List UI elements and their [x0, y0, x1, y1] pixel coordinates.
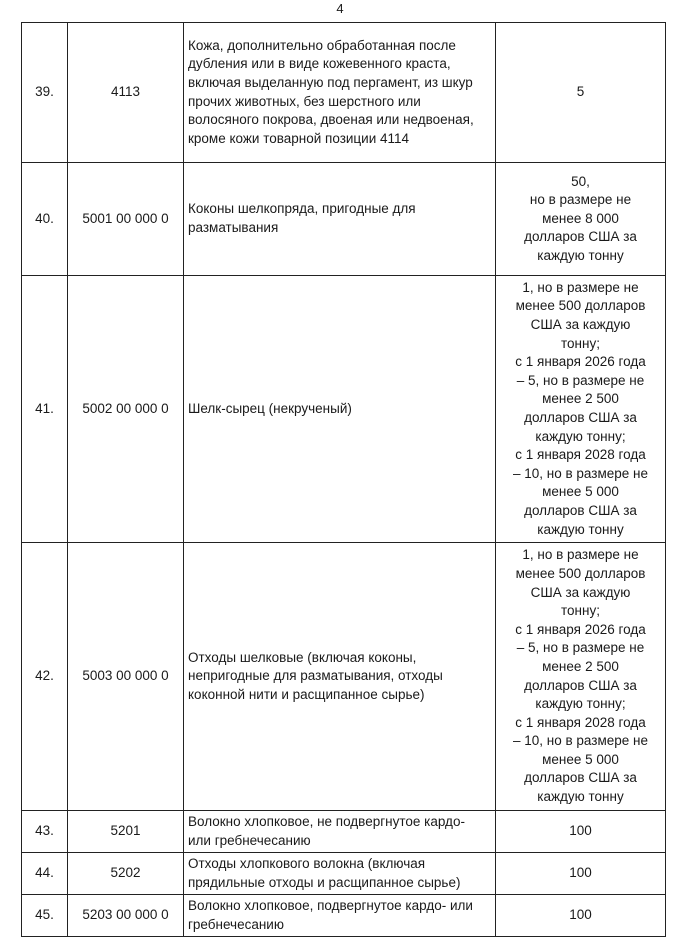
rate-line: с 1 января 2026 года [515, 621, 646, 637]
rate-line: 100 [569, 823, 592, 839]
rate-line: каждую тонну [537, 247, 624, 263]
tnved-code: 5202 [68, 853, 184, 895]
table-row [22, 853, 666, 895]
rate-line: тонну; [561, 335, 600, 351]
goods-description: Волокно хлопковое, не подвергнутое кардо- или гребнечесанию [184, 811, 496, 853]
rate-line: – 5, но в размере не [516, 372, 645, 388]
rate-line: каждую тонну [537, 789, 624, 805]
rate-line: менее 8 000 [542, 210, 619, 226]
duty-rate [496, 853, 666, 895]
row-number: 40. [22, 163, 68, 276]
rate-line: долларов США за [524, 229, 637, 245]
duty-rate [496, 163, 666, 276]
rate-line: с 1 января 2026 года [515, 354, 646, 370]
tnved-code: 5203 00 000 0 [68, 895, 184, 937]
rate-line: долларов США за [524, 502, 637, 518]
rate-line: с 1 января 2028 года [515, 714, 646, 730]
tnved-code: 5001 00 000 0 [68, 163, 184, 276]
rate-line: 5 [576, 84, 585, 100]
rate-line: 100 [569, 865, 592, 881]
duty-rate [496, 23, 666, 163]
row-number: 43. [22, 811, 68, 853]
tnved-code: 5002 00 000 0 [68, 276, 184, 543]
rate-line: долларов США за [524, 677, 637, 693]
duty-rate [496, 811, 666, 853]
rate-line: США за каждую [530, 317, 631, 333]
duty-rate [496, 276, 666, 543]
rate-line: – 5, но в размере не [516, 640, 645, 656]
rate-line: 1, но в размере не [522, 279, 639, 295]
rate-line: но в размере не [529, 192, 632, 208]
duty-rate [496, 895, 666, 937]
page-number: 4 [336, 1, 344, 16]
rate-line: – 10, но в размере не [513, 465, 648, 481]
rate-line: менее 5 000 [542, 484, 619, 500]
row-number: 44. [22, 853, 68, 895]
goods-description: Кожа, дополнительно обработанная после дубления или в виде кожевенного краста, включая выделанную под пергамент, из шкур прочих животных, без шерстного или волосяного покрова, двоеная или недвоеная, кроме кожи товарной позиции 4114 [184, 23, 496, 163]
row-number: 42. [22, 543, 68, 811]
row-number: 39. [22, 23, 68, 163]
rate-line: с 1 января 2028 года [515, 447, 646, 463]
table-row [22, 895, 666, 937]
goods-description: Волокно хлопковое, подвергнутое кардо- или гребнечесанию [184, 895, 496, 937]
tnved-code: 5003 00 000 0 [68, 543, 184, 811]
rate-line: – 10, но в размере не [513, 733, 648, 749]
tnved-code: 4113 [68, 23, 184, 163]
duty-rate [496, 543, 666, 811]
table-row [22, 543, 666, 811]
table-row [22, 163, 666, 276]
goods-description: Коконы шелкопряда, пригодные для разматывания [184, 163, 496, 276]
rate-line: менее 5 000 [542, 751, 619, 767]
rate-line: тонну; [561, 603, 600, 619]
rate-line: менее 500 долларов [515, 298, 646, 314]
table-row [22, 276, 666, 543]
table-row [22, 811, 666, 853]
rate-line: долларов США за [524, 770, 637, 786]
rate-line: США за каждую [530, 584, 631, 600]
table-row [22, 23, 666, 163]
tariff-table [21, 22, 666, 937]
row-number: 45. [22, 895, 68, 937]
rate-line: 1, но в размере не [522, 547, 639, 563]
goods-description: Отходы хлопкового волокна (включая прядильные отходы и расщипанное сырье) [184, 853, 496, 895]
rate-line: долларов США за [524, 410, 637, 425]
rate-line: менее 2 500 [542, 391, 619, 407]
rate-line: 50, [571, 173, 590, 189]
tnved-code: 5201 [68, 811, 184, 853]
rate-line: 100 [569, 907, 592, 923]
goods-description: Отходы шелковые (включая коконы, непригодные для разматывания, отходы коконной нити и расщипанное сырье) [184, 543, 496, 811]
rate-line: каждую тонну [537, 521, 624, 537]
rate-line: менее 2 500 [542, 658, 619, 674]
row-number: 41. [22, 276, 68, 543]
goods-description: Шелк-сырец (некрученый) [184, 276, 496, 543]
rate-line: менее 500 долларов [515, 565, 646, 581]
rate-line: каждую тонну; [535, 428, 626, 444]
rate-line: каждую тонну; [535, 696, 626, 712]
